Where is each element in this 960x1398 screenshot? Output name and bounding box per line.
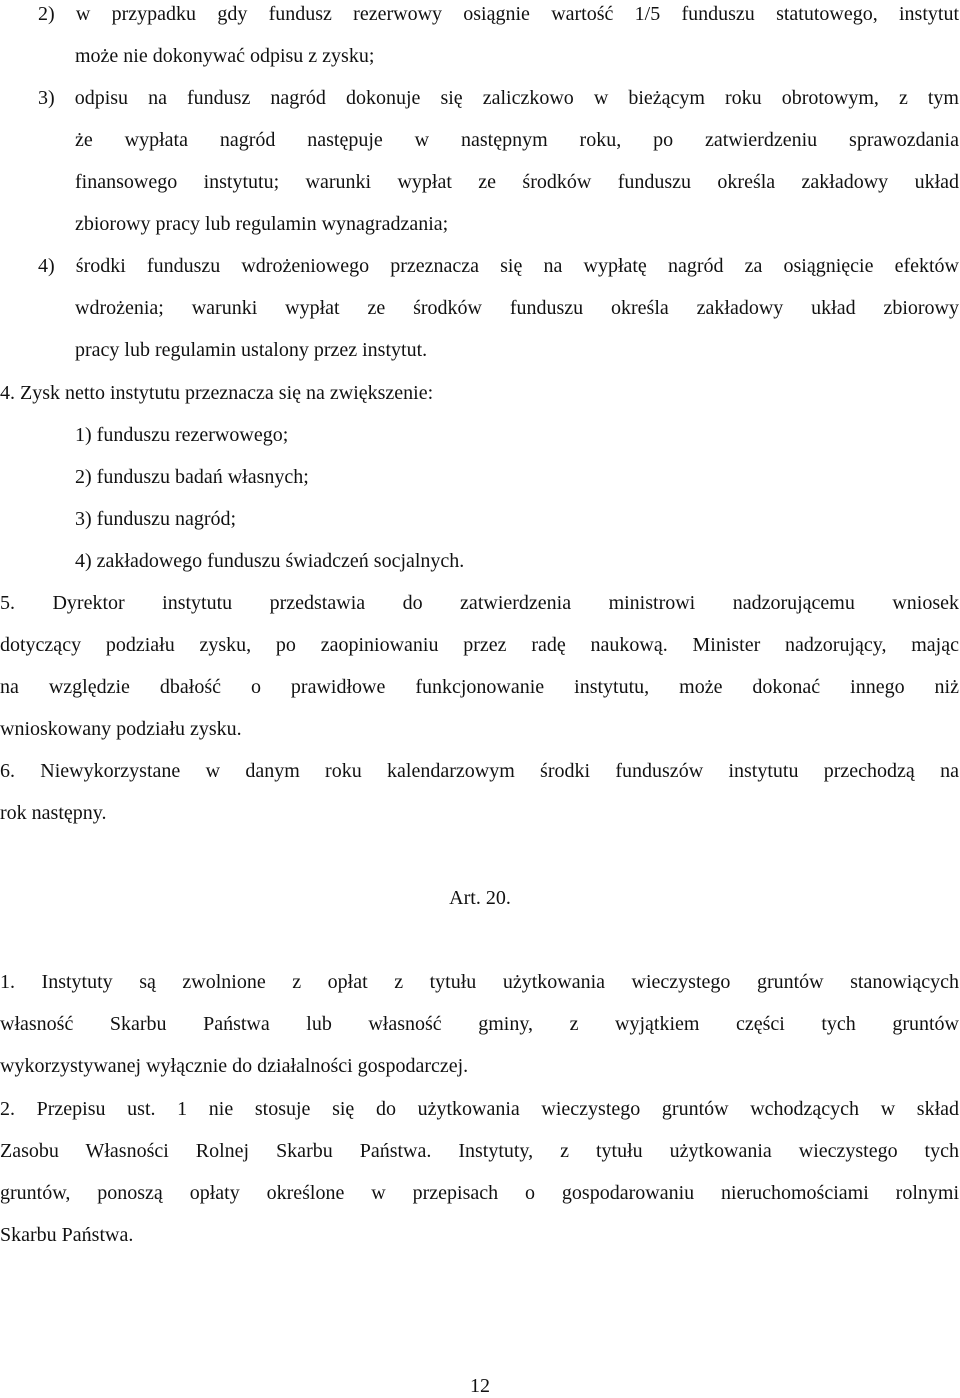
paragraph-4-intro: 4. Zysk netto instytutu przeznacza się na zwiększenie: bbox=[0, 382, 434, 404]
paragraph-5-line-3: na względzie dbałość o prawidłowe funkcjonowanie instytutu, może dokonać innego niż bbox=[0, 676, 959, 698]
article-20-para-1-line-1: 1. Instytuty są zwolnione z opłat z tytułu użytkowania wieczystego gruntów stanowiących bbox=[0, 971, 959, 993]
paragraph-4-item-2: 2) funduszu badań własnych; bbox=[75, 466, 309, 488]
item-3-line-2: że wypłata nagród następuje w następnym roku, po zatwierdzeniu sprawozdania bbox=[75, 129, 959, 151]
article-20-para-2-line-2: Zasobu Własności Rolnej Skarbu Państwa. Instytuty, z tytułu użytkowania wieczystego tych bbox=[0, 1140, 959, 1162]
item-4-line-1: 4) środki funduszu wdrożeniowego przeznacza się na wypłatę nagród za osiągnięcie efektów bbox=[38, 255, 959, 277]
item-3-line-1: 3) odpisu na fundusz nagród dokonuje się zaliczkowo w bieżącym roku obrotowym, z tym bbox=[38, 87, 959, 109]
paragraph-5-line-1: 5. Dyrektor instytutu przedstawia do zatwierdzenia ministrowi nadzorującemu wniosek bbox=[0, 592, 959, 614]
item-3-line-3: finansowego instytutu; warunki wypłat ze środków funduszu określa zakładowy układ bbox=[75, 171, 959, 193]
paragraph-5-line-4: wnioskowany podziału zysku. bbox=[0, 718, 242, 740]
item-3-line-4: zbiorowy pracy lub regulamin wynagradzania; bbox=[75, 213, 449, 235]
paragraph-4-item-1: 1) funduszu rezerwowego; bbox=[75, 424, 289, 446]
article-heading: Art. 20. bbox=[449, 887, 511, 909]
article-20-para-2-line-3: gruntów, ponoszą opłaty określone w przepisach o gospodarowaniu nieruchomościami rolnymi bbox=[0, 1182, 959, 1204]
item-2-line-2: może nie dokonywać odpisu z zysku; bbox=[75, 45, 375, 67]
item-4-line-3: pracy lub regulamin ustalony przez instytut. bbox=[75, 339, 428, 361]
article-20-para-2-line-1: 2. Przepisu ust. 1 nie stosuje się do użytkowania wieczystego gruntów wchodzących w skład bbox=[0, 1098, 959, 1120]
paragraph-6-line-1: 6. Niewykorzystane w danym roku kalendarzowym środki funduszów instytutu przechodzą na bbox=[0, 760, 959, 782]
paragraph-4-item-4: 4) zakładowego funduszu świadczeń socjalnych. bbox=[75, 550, 465, 572]
article-20-para-1-line-3: wykorzystywanej wyłącznie do działalności gospodarczej. bbox=[0, 1055, 469, 1077]
article-20-para-1-line-2: własność Skarbu Państwa lub własność gminy, z wyjątkiem części tych gruntów bbox=[0, 1013, 959, 1035]
page-number: 12 bbox=[470, 1375, 490, 1397]
item-4-line-2: wdrożenia; warunki wypłat ze środków funduszu określa zakładowy układ zbiorowy bbox=[75, 297, 959, 319]
paragraph-6-line-2: rok następny. bbox=[0, 802, 107, 824]
article-20-para-2-line-4: Skarbu Państwa. bbox=[0, 1224, 134, 1246]
paragraph-4-item-3: 3) funduszu nagród; bbox=[75, 508, 237, 530]
paragraph-5-line-2: dotyczący podziału zysku, po zaopiniowaniu przez radę naukową. Minister nadzorujący, mając bbox=[0, 634, 959, 656]
item-2-line-1: 2) w przypadku gdy fundusz rezerwowy osiągnie wartość 1/5 funduszu statutowego, instytut bbox=[38, 3, 959, 25]
